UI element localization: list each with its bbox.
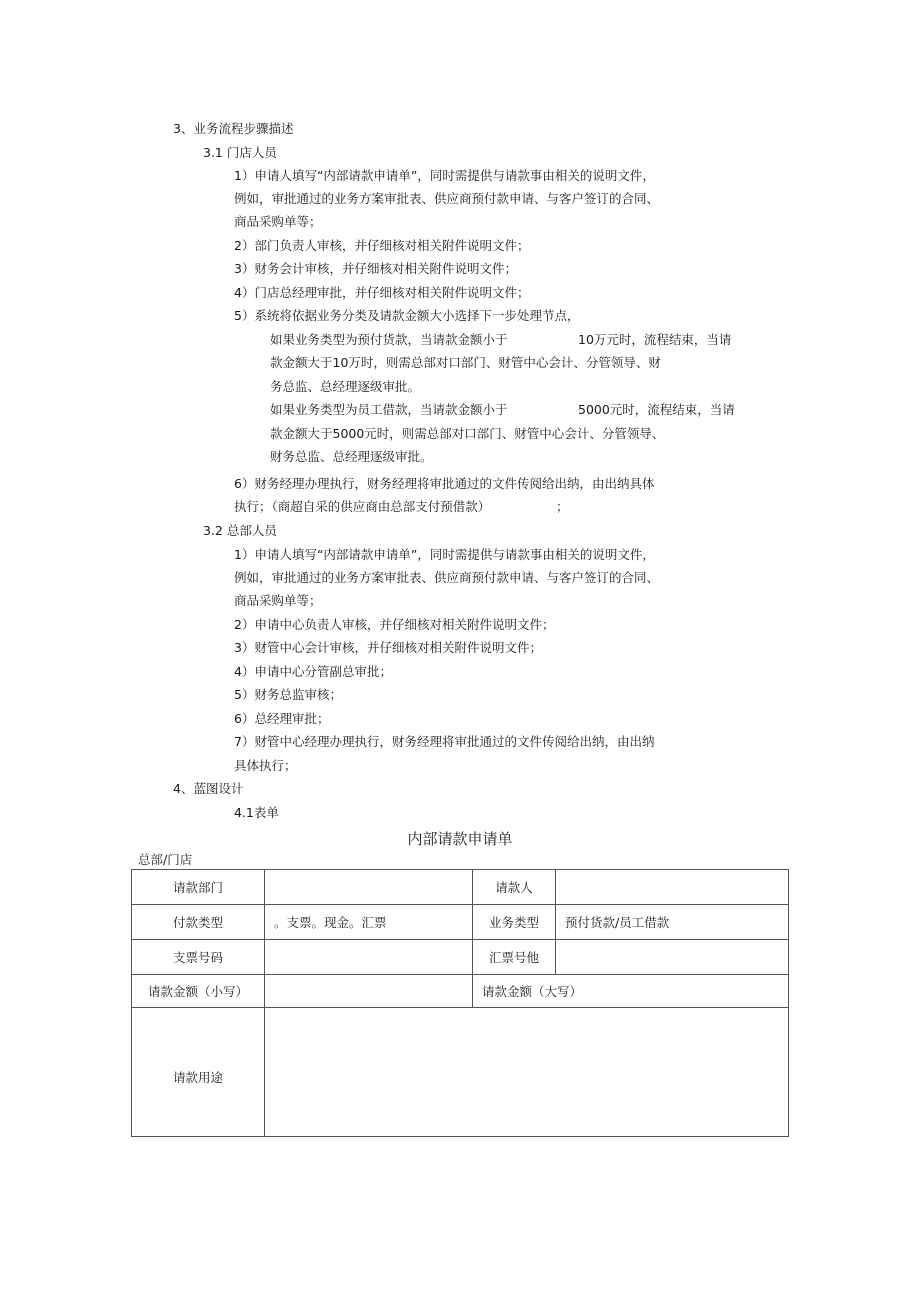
dept-label: 请款部门 [132,870,265,905]
s31-item-2: 2）部门负责人审核，并仔细核对相关附件说明文件； [234,238,530,253]
rule-1-line-1a: 如果业务类型为预付货款，当请款金额小于 [270,332,508,347]
paytype-label: 付款类型 [132,905,265,940]
section-3-2-title: 3.2 总部人员 [203,523,277,538]
s32-item-1-line-1: 1）申请人填写“内部请款申请单”，同时需提供与请款事由相关的说明文件， [234,547,655,562]
purpose-label: 请款用途 [132,1008,265,1137]
section-3-1-title: 3.1 门店人员 [203,145,277,160]
s32-item-5: 5）财务总监审核； [234,687,342,702]
paytype-options[interactable]: 。支票。现金。汇票 [265,905,473,940]
request-form-table [131,869,789,1137]
s31-item-6-line-1: 6）财务经理办理执行，财务经理将审批通过的文件传阅给出纳，由出纳具体 [234,476,655,491]
form-row-paytype [132,905,789,940]
form-row-purpose [132,1008,789,1137]
amount-small-field[interactable] [265,975,473,1008]
requester-field[interactable] [556,870,789,905]
section-4-1-title: 4.1表单 [234,805,279,820]
form-row-dept [132,870,789,905]
s32-item-7-line-1: 7）财管中心经理办理执行，财务经理将审批通过的文件传阅给出纳，由出纳 [234,734,655,749]
section-3-title: 3、业务流程步骤描述 [173,121,294,136]
section-4-title: 4、蓝图设计 [173,781,244,796]
amount-small-label: 请款金额（小写） [132,975,265,1008]
s31-item-1-line-1: 1）申请人填写“内部请款申请单”，同时需提供与请款事由相关的说明文件， [234,168,655,183]
rule-1-line-1b: 10万元时，流程结束，当请 [578,332,732,347]
requester-label: 请款人 [473,870,556,905]
s31-item-4: 4）门店总经理审批，并仔细核对相关附件说明文件； [234,285,530,300]
rule-2-line-2: 款金额大于5000元时，则需总部对口部门、财管中心会计、分管领导、 [270,426,665,441]
draft-field[interactable] [556,940,789,975]
s31-item-6-line-2: 执行；（商超自采的供应商由总部支付预借款） [234,499,491,514]
purpose-field[interactable] [265,1008,789,1137]
rule-2-line-1a: 如果业务类型为员工借款，当请款金额小于 [270,402,508,417]
s31-item-6-line-2-end: ； [556,499,569,514]
form-scope-label: 总部/门店 [138,852,193,867]
cheque-field[interactable] [265,940,473,975]
rule-1-line-2: 款金额大于10万时，则需总部对口部门、财管中心会计、分管领导、财 [270,355,661,370]
draft-label: 汇票号他 [473,940,556,975]
s32-item-6: 6）总经理审批； [234,711,330,726]
form-row-cheque [132,940,789,975]
amount-big-field[interactable]: 请款金额（大写） [473,975,789,1008]
form-title: 内部请款申请单 [407,830,513,848]
rule-1-line-3: 务总监、总经理逐级审批。 [270,379,421,394]
biztype-options[interactable]: 预付货款/员工借款 [556,905,789,940]
s32-item-4: 4）申请中心分管副总审批； [234,664,392,679]
biztype-label: 业务类型 [473,905,556,940]
s32-item-1-line-3: 商品采购单等； [234,593,322,608]
s31-item-3: 3）财务会计审核，并仔细核对相关附件说明文件； [234,261,517,276]
form-row-amount [132,975,789,1008]
cheque-label: 支票号码 [132,940,265,975]
s31-item-5: 5）系统将依据业务分类及请款金额大小选择下一步处理节点， [234,308,580,323]
dept-field[interactable] [265,870,473,905]
s32-item-1-line-2: 例如，审批通过的业务方案审批表、供应商预付款申请、与客户签订的合同、 [234,570,660,585]
s32-item-7-line-2: 具体执行； [234,758,297,773]
s31-item-1-line-2: 例如，审批通过的业务方案审批表、供应商预付款申请、与客户签订的合同、 [234,191,660,206]
s32-item-2: 2）申请中心负责人审核，并仔细核对相关附件说明文件； [234,617,555,632]
rule-2-line-3: 财务总监、总经理逐级审批。 [270,449,433,464]
s32-item-3: 3）财管中心会计审核，并仔细核对相关附件说明文件； [234,640,542,655]
s31-item-1-line-3: 商品采购单等； [234,214,322,229]
rule-2-line-1b: 5000元时，流程结束，当请 [578,402,735,417]
